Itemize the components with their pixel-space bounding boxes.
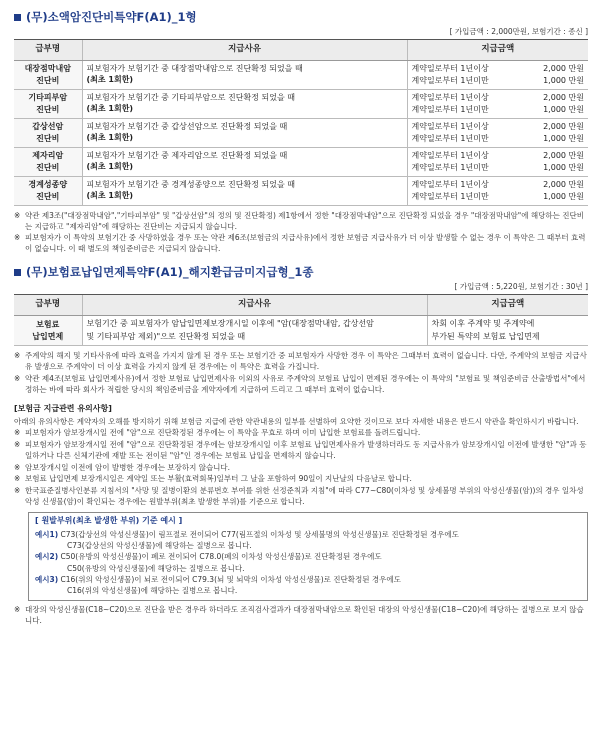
note-item: ※ 주계약의 해지 및 기타사유에 따라 효력을 가지지 않게 된 경우 또는 보험기간 중 피보험자가 사망한 경우 이 특약은 그때부터 효력이 없습니다. 다만, 주계약의 보험금 지급사유 발생으로 주계약이 더 이상 효력을 가지지 않게 된 경우에는 이 특약은 효력을 가집니다. xyxy=(14,351,587,372)
col-header-amount: 지급금액 xyxy=(427,294,588,315)
table-row xyxy=(14,147,588,176)
section1-notes xyxy=(14,211,588,256)
section1-title: (무)소액암진단비특약F(A1)_1형 xyxy=(14,10,588,26)
benefit-reason: 보험기간 중 피보험자가 암납입면제보장개시일 이후에 "암(대장점막내암, 갑상선암 및 기타피부암 제외)"으로 진단확정 되었을 때 xyxy=(82,315,427,346)
note-item: ※ 피보험자가 이 특약의 보험기간 중 사망하였을 경우 또는 약관 제6조(보험금의 지급사유)에서 정한 보험금 지급사유가 더 이상 발생할 수 없는 경우 이 특약은 그 때부터 효력이 없습니다. 이 때 별도의 책임준비금은 지급되지 않습니다. xyxy=(14,233,586,254)
note-item: ※ 피보험자가 암보장개시일 전에 "암"으로 진단확정된 경우에는 이 특약을 무효로 하며 이미 납입한 보험료를 돌려드립니다. xyxy=(14,427,421,437)
benefit-reason: 피보험자가 보험기간 중 기타피부암으로 진단확정 되었을 때 (최초 1회한) xyxy=(82,89,407,118)
section2-table xyxy=(14,294,588,347)
benefit-amount: 계약일로부터 1년이상 2,000 만원 계약일로부터 1년미만 1,000 만원 xyxy=(407,176,588,205)
section2-meta: [ 가입금액 : 5,220원, 보험기간 : 30년 ] xyxy=(454,281,588,291)
benefit-amount: 차회 이후 주계약 및 주계약에 부가된 특약의 보험료 납입면제 xyxy=(427,315,588,346)
benefit-name: 보험료 납입면제 xyxy=(14,315,82,346)
table-row xyxy=(14,89,588,118)
col-header-name: 급부명 xyxy=(14,39,82,60)
section2-title: (무)보험료납입면제특약F(A1)_해지환급금미지급형_1종 xyxy=(14,265,588,281)
benefit-name: 기타피부암 진단비 xyxy=(14,89,82,118)
benefit-name: 경계성종양 진단비 xyxy=(14,176,82,205)
col-header-amount: 지급금액 xyxy=(407,39,588,60)
table-row xyxy=(14,118,588,147)
note-item: ※ 대장의 악성신생물(C18~C20)으로 진단을 받은 경우라 하더라도 조직검사결과가 대장점막내암으로 확인된 대장의 악성신생물(C18~C20)에 해당하는 질병으로 보지 않습니다. xyxy=(14,605,584,626)
benefit-amount: 계약일로부터 1년이상 2,000 만원 계약일로부터 1년미만 1,000 만원 xyxy=(407,89,588,118)
note-item: ※ 약관 제4조(보험료 납입면제사유)에서 정한 보험료 납입면제사유 이외의 사유로 주계약의 보험료 납입이 면제된 경우에는 이 특약의 "보험료 및 책임준비금 산출방법서"에서 정하는 바에 따라 회사가 적립한 당시의 책임준비금을 계약자에게 지급하여 드리고 그 때부터 효력이 없습니다. xyxy=(14,374,586,394)
square-bullet-icon xyxy=(14,14,21,21)
benefit-amount: 계약일로부터 1년이상 2,000 만원 계약일로부터 1년미만 1,000 만원 xyxy=(407,60,588,89)
example-box-title: [ 원발부위(최초 발생한 부위) 기준 예시 ] xyxy=(35,516,183,526)
col-header-reason: 지급사유 xyxy=(82,39,407,60)
benefit-reason: 피보험자가 보험기간 중 대장점막내암으로 진단확정 되었을 때 (최초 1회한) xyxy=(82,60,407,89)
example-item: 예시2) C50(유방의 악성신생물)이 폐로 전이되어 C78.0(폐의 이차성 악성신생물)로 진단확정된 경우에도 C50(유방의 악성신생물)에 해당하는 질병으로 봅니다. xyxy=(35,552,382,573)
benefit-reason: 피보험자가 보험기간 중 제자리암으로 진단확정 되었을 때 (최초 1회한) xyxy=(82,147,407,176)
benefit-reason: 피보험자가 보험기간 중 경계성종양으로 진단확정 되었을 때 (최초 1회한) xyxy=(82,176,407,205)
example-box xyxy=(28,512,588,601)
guide-intro: 아래의 유의사항은 계약자의 오해를 방지하기 위해 보험금 지급에 관한 약관내용의 일부를 선별하여 요약한 것이므로 보다 자세한 내용은 반드시 약관을 확인하시기 바랍니다. xyxy=(14,416,579,426)
note-item: ※ 피보험자가 암보장개시일 전에 "암"으로 진단확정된 경우에는 암보장개시일 이후 보험료 납입면제사유가 발생하더라도 동 지급사유가 암보장개시일 이전에 발생한 "암"과 동일하거나 다른 신체기관에 재발 또는 전이된 "암"인 경우에는 보험료 납입을 면제하지 않습니다. xyxy=(14,439,587,460)
guide-items xyxy=(14,428,588,508)
benefit-amount: 계약일로부터 1년이상 2,000 만원 계약일로부터 1년미만 1,000 만원 xyxy=(407,118,588,147)
guide-title: [보험금 지급관련 유의사항] xyxy=(14,403,112,413)
table-row xyxy=(14,176,588,205)
benefit-reason: 피보험자가 보험기간 중 갑상선암으로 진단확정 되었을 때 (최초 1회한) xyxy=(82,118,407,147)
col-header-name: 급부명 xyxy=(14,294,82,315)
example-item: 예시3) C16(위의 악성신생물)이 뇌로 전이되어 C79.3(뇌 및 뇌막의 이차성 악성신생물)로 진단확정된 경우에도 C16(위의 악성신생물)에 해당하는 질병으로 봅니다. xyxy=(35,574,401,596)
table-row xyxy=(14,315,588,346)
benefit-name: 대장점막내암 진단비 xyxy=(14,60,82,89)
example-item: 예시1) C73(갑상선의 악성신생물)이 림프절로 전이되어 C77(림프절의 이차성 및 상세불명의 악성신생물)로 진단확정된 경우에도 C73(갑상선의 악성신생물)에 해당하는 질병으로 봅니다. xyxy=(35,529,459,551)
section2-notes xyxy=(14,351,588,396)
final-note xyxy=(14,605,588,627)
section1-meta: [ 가입금액 : 2,000만원, 보험기간 : 종신 ] xyxy=(449,26,588,36)
section1-table xyxy=(14,39,588,206)
square-bullet-icon xyxy=(14,269,21,276)
col-header-reason: 지급사유 xyxy=(82,294,427,315)
benefit-amount: 계약일로부터 1년이상 2,000 만원 계약일로부터 1년미만 1,000 만원 xyxy=(407,147,588,176)
benefit-name: 갑상선암 진단비 xyxy=(14,118,82,147)
note-item: ※ 약관 제3조("대장점막내암","기타피부암" 및 "갑상선암"의 정의 및 진단확정) 제1항에서 정한 "대장점막내암"으로 진단확정 되었을 경우 "대장점막내암"에 해당하는 진단비는 지급하고 "제자리암"에 해당하는 진단비는 지급되지 않습니다. xyxy=(14,210,584,231)
note-item: ※ 보험료 납입면제 보장개시일은 계약일 또는 부활(효력회복)일부터 그 날을 포함하여 90일이 지난날의 다음날로 합니다. xyxy=(14,474,412,484)
table-row xyxy=(14,60,588,89)
benefit-name: 제자리암 진단비 xyxy=(14,147,82,176)
note-item: ※ 암보장개시일 이전에 암이 발병한 경우에는 보장하지 않습니다. xyxy=(14,462,231,472)
note-item: ※ 한국표준질병사인분류 지침서의 "사망 및 질병이환의 분류번호 부여를 위한 선정준칙과 지침"에 따라 C77~C80(이차성 및 상세불명 부위의 악성신생물(암))의 경우 일차성 악성 신생물(암)이 확인되는 경우에는 원발부위(최초 발생한 부위)를 기준으로 합니다. xyxy=(14,486,584,507)
